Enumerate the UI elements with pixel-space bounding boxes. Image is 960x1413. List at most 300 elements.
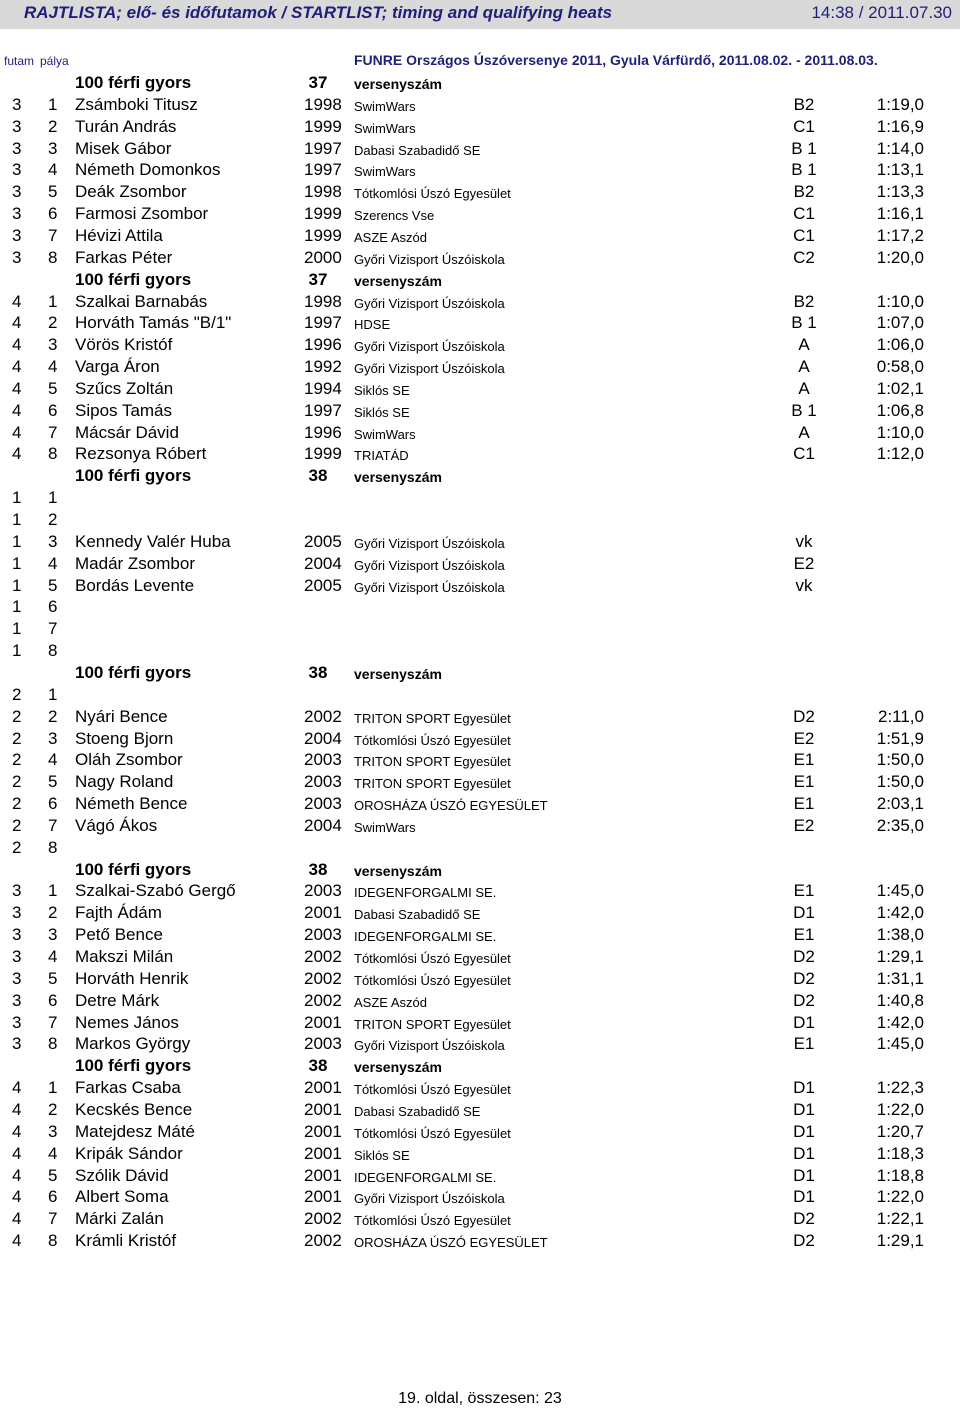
- heat-number: 3: [12, 94, 22, 114]
- category: B 1: [791, 400, 817, 420]
- birth-year: 2001: [304, 1143, 342, 1163]
- swimmer-name: Stoeng Bjorn: [75, 728, 174, 748]
- table-row: [0, 1033, 960, 1055]
- table-row: [0, 1099, 960, 1121]
- entry-time: 1:10,0: [876, 291, 924, 311]
- table-row: [0, 1230, 960, 1252]
- table-row: [0, 443, 960, 465]
- lane-number: 1: [48, 1078, 58, 1098]
- club-name: Győri Vizisport Úszóiskola: [354, 579, 505, 595]
- table-row: [0, 990, 960, 1012]
- birth-year: 2001: [304, 903, 342, 923]
- entry-time: 1:06,8: [876, 400, 924, 420]
- lane-number: 8: [48, 837, 58, 857]
- swimmer-name: Nemes János: [75, 1012, 179, 1032]
- table-row: [0, 968, 960, 990]
- club-name: Siklós SE: [354, 382, 410, 398]
- entry-time: 2:11,0: [877, 706, 924, 726]
- swimmer-name: Nagy Roland: [75, 772, 174, 792]
- club-name: Győri Vizisport Úszóiskola: [354, 295, 505, 311]
- event-heading-row: [0, 465, 960, 487]
- lane-number: 5: [48, 968, 58, 988]
- club-name: OROSHÁZA ÚSZÓ EGYESÜLET: [354, 798, 548, 814]
- table-row: [0, 203, 960, 225]
- category: A: [798, 335, 810, 355]
- swimmer-name: Farmosi Zsombor: [75, 204, 209, 224]
- heat-number: 4: [12, 1209, 22, 1229]
- lane-number: 7: [48, 1012, 58, 1032]
- entry-time: 1:50,0: [876, 772, 924, 792]
- event-name: 100 férfi gyors: [75, 466, 192, 486]
- birth-year: 1999: [304, 225, 342, 245]
- lane-number: 8: [48, 1034, 58, 1054]
- category: D1: [793, 1121, 815, 1141]
- category: E1: [793, 925, 815, 945]
- swimmer-name: Vágó Ákos: [75, 815, 158, 835]
- category: vk: [795, 531, 813, 551]
- swimmer-name: Horváth Henrik: [75, 968, 189, 988]
- table-row: [0, 94, 960, 116]
- category: A: [798, 378, 810, 398]
- page-footer: 19. oldal, összesen: 23: [398, 1390, 562, 1407]
- swimmer-name: Németh Domonkos: [75, 160, 221, 180]
- table-row: [0, 553, 960, 575]
- birth-year: 2003: [304, 1034, 342, 1054]
- event-label: versenyszám: [354, 862, 442, 879]
- event-label: versenyszám: [354, 76, 442, 92]
- category: B 1: [791, 138, 817, 158]
- table-row: [0, 378, 960, 400]
- entry-time: 1:19,0: [876, 94, 924, 114]
- entry-time: 1:02,1: [876, 378, 924, 398]
- heat-number: 3: [12, 903, 22, 923]
- table-row: [0, 487, 960, 509]
- heat-number: 3: [12, 990, 22, 1010]
- heat-number: 1: [12, 597, 22, 617]
- table-row: [0, 531, 960, 553]
- club-name: Győri Vizisport Úszóiskola: [354, 535, 505, 551]
- entry-time: 1:13,1: [876, 160, 924, 180]
- event-heading-row: [0, 72, 960, 94]
- swimmer-name: Deák Zsombor: [75, 182, 187, 202]
- lane-number: 3: [48, 1121, 58, 1141]
- club-name: TRITON SPORT Egyesület: [354, 776, 511, 792]
- heat-number: 2: [12, 815, 22, 835]
- birth-year: 2000: [304, 247, 342, 267]
- lane-number: 8: [48, 641, 58, 661]
- category: D1: [793, 1078, 815, 1098]
- entry-time: 1:22,0: [876, 1099, 924, 1119]
- lane-number: 1: [48, 881, 58, 901]
- category: A: [798, 422, 810, 442]
- entry-time: 1:45,0: [876, 1034, 924, 1054]
- category: A: [798, 357, 810, 377]
- entry-time: 0:58,0: [876, 357, 924, 377]
- heat-number: 1: [12, 553, 22, 573]
- swimmer-name: Oláh Zsombor: [75, 750, 183, 770]
- swimmer-name: Szalkai-Szabó Gergő: [75, 881, 236, 901]
- birth-year: 2002: [304, 947, 342, 966]
- swimmer-name: Albert Soma: [75, 1187, 169, 1207]
- entry-time: 1:50,0: [876, 750, 924, 770]
- swimmer-name: Kecskés Bence: [75, 1099, 193, 1119]
- entry-time: 1:17,2: [876, 225, 924, 245]
- table-row: [0, 837, 960, 859]
- event-heading-row: [0, 1055, 960, 1077]
- category: E2: [793, 728, 815, 748]
- category: B2: [793, 291, 815, 311]
- swimmer-name: Rezsonya Róbert: [75, 444, 207, 464]
- entry-time: 1:42,0: [876, 1012, 924, 1032]
- entry-time: 1:18,3: [876, 1143, 924, 1163]
- table-row: [0, 225, 960, 247]
- event-label: versenyszám: [354, 1059, 442, 1076]
- heat-number: 4: [12, 422, 22, 442]
- birth-year: 1998: [304, 94, 342, 114]
- club-name: Dabasi Szabadidő SE: [354, 1103, 481, 1119]
- swimmer-name: Misek Gábor: [75, 138, 172, 158]
- lane-number: 8: [48, 444, 58, 464]
- category: D1: [793, 1143, 815, 1163]
- lane-number: 3: [48, 531, 58, 551]
- entry-time: 1:29,1: [876, 947, 924, 966]
- heat-number: 4: [12, 1231, 22, 1251]
- swimmer-name: Makszi Milán: [75, 947, 174, 966]
- birth-year: 1994: [304, 378, 342, 398]
- lane-number: 4: [48, 553, 58, 573]
- category: E1: [793, 750, 815, 770]
- birth-year: 2005: [304, 531, 342, 551]
- swimmer-name: Szűcs Zoltán: [75, 378, 174, 398]
- event-heading-row: [0, 269, 960, 291]
- event-heading-row: [0, 662, 960, 684]
- swimmer-name: Matejdesz Máté: [75, 1121, 195, 1141]
- table-row: [0, 1077, 960, 1099]
- swimmer-name: Zsámboki Titusz: [75, 94, 198, 114]
- swimmer-name: Szalkai Barnabás: [75, 291, 208, 311]
- category: C1: [793, 444, 815, 464]
- table-row: [0, 640, 960, 662]
- birth-year: 2001: [304, 1099, 342, 1119]
- birth-year: 1999: [304, 116, 342, 136]
- heat-number: 4: [12, 335, 22, 355]
- lane-number: 4: [48, 947, 58, 966]
- heat-number: 3: [12, 947, 22, 966]
- category: D2: [793, 968, 815, 988]
- birth-year: 2003: [304, 794, 342, 814]
- club-name: Tótkomlósi Úszó Egyesület: [354, 1082, 511, 1098]
- heat-number: 4: [12, 400, 22, 420]
- swimmer-name: Fajth Ádám: [75, 903, 162, 923]
- event-number: 38: [308, 662, 328, 682]
- heat-number: 4: [12, 1078, 22, 1098]
- club-name: Tótkomlósi Úszó Egyesület: [354, 972, 511, 988]
- swimmer-name: Nyári Bence: [75, 706, 168, 726]
- entry-time: 1:29,1: [876, 1231, 924, 1251]
- category: B2: [793, 94, 815, 114]
- swimmer-name: Markos György: [75, 1034, 191, 1054]
- category: D1: [793, 1012, 815, 1032]
- table-row: [0, 422, 960, 444]
- club-name: Dabasi Szabadidő SE: [354, 907, 481, 923]
- lane-number: 2: [48, 706, 58, 726]
- club-name: Tótkomlósi Úszó Egyesület: [354, 186, 511, 202]
- club-name: HDSE: [354, 317, 391, 333]
- lane-number: 3: [48, 925, 58, 945]
- category: D1: [793, 1187, 815, 1207]
- table-row: [0, 728, 960, 750]
- birth-year: 1999: [304, 204, 342, 224]
- heat-number: 3: [12, 116, 22, 136]
- birth-year: 2002: [304, 1209, 342, 1229]
- table-row: [0, 880, 960, 902]
- entry-time: 1:14,0: [876, 138, 924, 158]
- birth-year: 1996: [304, 335, 342, 355]
- competition-title: FUNRE Országos Úszóversenye 2011, Gyula Várfürdő, 2011.08.02. - 2011.08.03.: [354, 52, 878, 68]
- entry-time: 1:20,0: [876, 247, 924, 267]
- lane-number: 6: [48, 1187, 58, 1207]
- lane-number: 2: [48, 116, 58, 136]
- birth-year: 2002: [304, 706, 342, 726]
- entry-time: 2:03,1: [876, 794, 924, 814]
- table-row: [0, 1012, 960, 1034]
- table-row: [0, 312, 960, 334]
- lane-number: 6: [48, 400, 58, 420]
- heat-number: 2: [12, 706, 22, 726]
- heat-number: 3: [12, 881, 22, 901]
- swimmer-name: Sipos Tamás: [75, 400, 173, 420]
- swimmer-name: Kennedy Valér Huba: [75, 531, 231, 551]
- club-name: Szerencs Vse: [354, 208, 435, 224]
- swimmer-name: Mácsár Dávid: [75, 422, 179, 442]
- club-name: Győri Vizisport Úszóiskola: [354, 557, 505, 573]
- lane-number: 6: [48, 597, 58, 617]
- event-name: 100 férfi gyors: [75, 73, 192, 92]
- table-row: [0, 684, 960, 706]
- lane-number: 3: [48, 138, 58, 158]
- heat-number: 3: [12, 225, 22, 245]
- swimmer-name: Madár Zsombor: [75, 553, 195, 573]
- lane-number: 1: [48, 291, 58, 311]
- lane-number: 5: [48, 378, 58, 398]
- lane-number: 5: [48, 575, 58, 595]
- birth-year: 2003: [304, 925, 342, 945]
- category: D2: [793, 1209, 815, 1229]
- table-row: [0, 575, 960, 597]
- event-label: versenyszám: [354, 469, 442, 486]
- swimmer-name: Bordás Levente: [75, 575, 195, 595]
- club-name: Győri Vizisport Úszóiskola: [354, 1191, 505, 1207]
- heat-number: 3: [12, 160, 22, 180]
- club-name: ASZE Aszód: [354, 994, 427, 1010]
- event-number: 37: [308, 73, 328, 92]
- swimmer-name: Horváth Tamás "B/1": [75, 313, 232, 333]
- birth-year: 2004: [304, 728, 342, 748]
- table-row: [0, 181, 960, 203]
- entry-time: 1:22,0: [876, 1187, 924, 1207]
- event-label: versenyszám: [354, 272, 442, 289]
- lane-number: 5: [48, 772, 58, 792]
- category: E2: [793, 815, 815, 835]
- swimmer-name: Márki Zalán: [75, 1209, 164, 1229]
- table-row: [0, 596, 960, 618]
- club-name: Siklós SE: [354, 1147, 410, 1163]
- club-name: Tótkomlósi Úszó Egyesület: [354, 1125, 511, 1141]
- club-name: IDEGENFORGALMI SE.: [354, 1169, 497, 1185]
- event-number: 37: [308, 269, 328, 289]
- heat-number: 1: [12, 641, 22, 661]
- lane-number: 1: [48, 684, 58, 704]
- event-name: 100 férfi gyors: [75, 859, 192, 879]
- category: B 1: [791, 160, 817, 180]
- table-row: [0, 509, 960, 531]
- lane-number: 7: [48, 422, 58, 442]
- birth-year: 1999: [304, 444, 342, 464]
- category: D2: [793, 990, 815, 1010]
- club-name: Győri Vizisport Úszóiskola: [354, 361, 505, 377]
- print-datetime: 14:38 / 2011.07.30: [811, 3, 952, 22]
- lane-number: 8: [48, 1231, 58, 1251]
- swimmer-name: Farkas Péter: [75, 247, 173, 267]
- birth-year: 2001: [304, 1012, 342, 1032]
- table-row: [0, 1143, 960, 1165]
- lane-number: 7: [48, 1209, 58, 1229]
- birth-year: 2001: [304, 1187, 342, 1207]
- birth-year: 1997: [304, 138, 342, 158]
- category: D1: [793, 1165, 815, 1185]
- category: D2: [793, 947, 815, 966]
- category: D1: [793, 1099, 815, 1119]
- club-name: TRITON SPORT Egyesület: [354, 754, 511, 770]
- entry-time: 1:45,0: [876, 881, 924, 901]
- category: E1: [793, 772, 815, 792]
- birth-year: 2003: [304, 881, 342, 901]
- club-name: SwimWars: [354, 120, 416, 136]
- heat-number: 3: [12, 925, 22, 945]
- swimmer-name: Turán András: [75, 116, 177, 136]
- heat-number: 4: [12, 1099, 22, 1119]
- heat-number: 1: [12, 488, 22, 508]
- club-name: Tótkomlósi Úszó Egyesület: [354, 951, 511, 966]
- title-bar: [0, 0, 960, 29]
- entry-time: 1:16,1: [876, 204, 924, 224]
- heat-number: 3: [12, 138, 22, 158]
- lane-number: 7: [48, 815, 58, 835]
- column-label-lane: pálya: [40, 54, 69, 68]
- category: D2: [793, 1231, 815, 1251]
- birth-year: 2002: [304, 990, 342, 1010]
- club-name: SwimWars: [354, 164, 416, 180]
- lane-number: 2: [48, 510, 58, 529]
- table-row: [0, 334, 960, 356]
- lane-number: 4: [48, 750, 58, 770]
- swimmer-name: Szólik Dávid: [75, 1165, 169, 1185]
- club-name: SwimWars: [354, 819, 416, 835]
- event-name: 100 férfi gyors: [75, 1056, 192, 1076]
- event-number: 38: [308, 1056, 328, 1076]
- lane-number: 4: [48, 160, 58, 180]
- category: C2: [793, 247, 815, 267]
- swimmer-name: Krámli Kristóf: [75, 1231, 177, 1251]
- entry-time: 1:06,0: [876, 335, 924, 355]
- swimmer-name: Hévizi Attila: [75, 225, 163, 245]
- club-name: Győri Vizisport Úszóiskola: [354, 1038, 505, 1054]
- table-row: [0, 946, 960, 968]
- club-name: SwimWars: [354, 426, 416, 442]
- entry-time: 1:10,0: [876, 422, 924, 442]
- swimmer-name: Detre Márk: [75, 990, 160, 1010]
- entry-time: 1:51,9: [876, 728, 924, 748]
- birth-year: 2003: [304, 750, 342, 770]
- heat-number: 3: [12, 204, 22, 224]
- heat-number: 4: [12, 313, 22, 333]
- heat-number: 1: [12, 575, 22, 595]
- club-name: SwimWars: [354, 98, 416, 114]
- category: C1: [793, 204, 815, 224]
- category: B 1: [791, 313, 817, 333]
- table-row: [0, 902, 960, 924]
- entry-time: 1:18,8: [876, 1165, 924, 1185]
- heat-number: 2: [12, 684, 22, 704]
- lane-number: 6: [48, 204, 58, 224]
- heat-number: 3: [12, 182, 22, 202]
- lane-number: 7: [48, 225, 58, 245]
- club-name: Győri Vizisport Úszóiskola: [354, 251, 505, 267]
- entry-time: 1:12,0: [876, 444, 924, 464]
- table-row: [0, 247, 960, 269]
- lane-number: 8: [48, 247, 58, 267]
- category: C1: [793, 116, 815, 136]
- category: vk: [795, 575, 813, 595]
- category: D1: [793, 903, 815, 923]
- club-name: TRITON SPORT Egyesület: [354, 710, 511, 726]
- birth-year: 2005: [304, 575, 342, 595]
- table-row: [0, 706, 960, 728]
- club-name: Dabasi Szabadidő SE: [354, 142, 481, 158]
- table-row: [0, 356, 960, 378]
- event-name: 100 férfi gyors: [75, 269, 192, 289]
- lane-number: 5: [48, 182, 58, 202]
- swimmer-name: Kripák Sándor: [75, 1143, 183, 1163]
- heat-number: 4: [12, 444, 22, 464]
- event-label: versenyszám: [354, 665, 442, 682]
- lane-number: 2: [48, 1099, 58, 1119]
- entry-time: 1:31,1: [876, 968, 924, 988]
- heat-number: 3: [12, 1034, 22, 1054]
- entry-time: 1:13,3: [876, 182, 924, 202]
- lane-number: 2: [48, 313, 58, 333]
- heat-number: 4: [12, 1121, 22, 1141]
- category: E1: [793, 881, 815, 901]
- table-row: [0, 116, 960, 138]
- heat-number: 2: [12, 728, 22, 748]
- entry-time: 2:35,0: [876, 815, 924, 835]
- category: E1: [793, 794, 815, 814]
- table-row: [0, 924, 960, 946]
- swimmer-name: Németh Bence: [75, 794, 188, 814]
- table-row: [0, 815, 960, 837]
- swimmer-name: Farkas Csaba: [75, 1078, 181, 1098]
- heat-number: 1: [12, 510, 22, 529]
- lane-number: 4: [48, 357, 58, 377]
- column-label-heat: futam: [4, 54, 35, 68]
- table-row: [0, 159, 960, 181]
- birth-year: 1997: [304, 313, 342, 333]
- table-row: [0, 618, 960, 640]
- entry-time: 1:38,0: [876, 925, 924, 945]
- swimmer-name: Vörös Kristóf: [75, 335, 173, 355]
- table-row: [0, 291, 960, 313]
